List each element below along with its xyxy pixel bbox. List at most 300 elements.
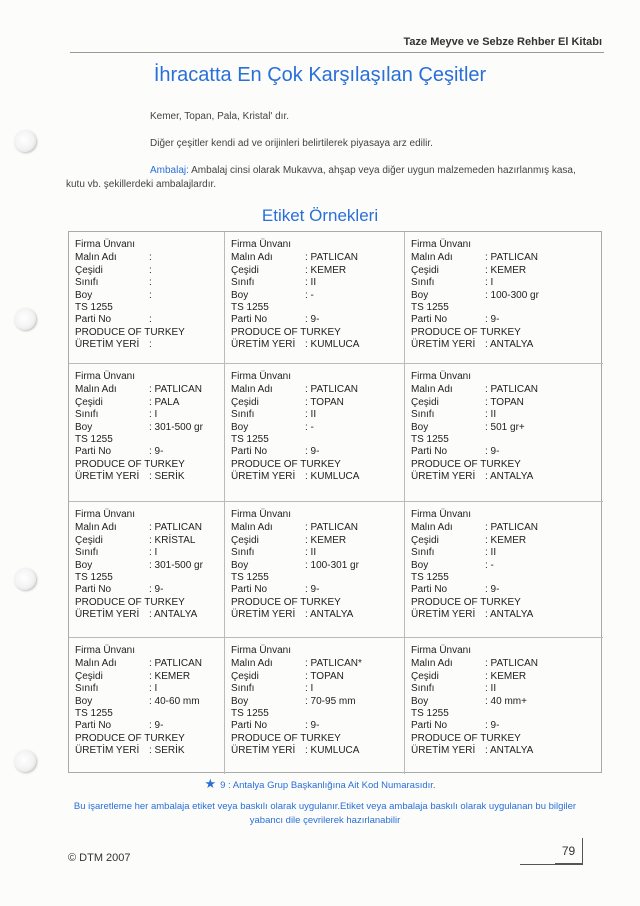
label-field-parti-no bbox=[231, 720, 404, 732]
label-field-cesidi bbox=[231, 397, 404, 409]
field-key: Parti No bbox=[75, 720, 112, 732]
label-field-malin-adi bbox=[411, 658, 603, 670]
label-field-malin-adi bbox=[411, 384, 603, 396]
field-key: ÜRETİM YERİ bbox=[411, 609, 476, 621]
label-field-uretim-yeri bbox=[75, 339, 224, 351]
binder-hole bbox=[14, 308, 36, 330]
label-field-produce bbox=[231, 327, 404, 339]
field-key: TS 1255 bbox=[75, 434, 113, 446]
paragraph-other-varieties: Diğer çeşitler kendi ad ve orijinleri belirtilerek piyasaya arz edilir. bbox=[150, 138, 433, 149]
label-field-firma bbox=[75, 239, 224, 251]
field-value: : 40 mm+ bbox=[485, 695, 527, 707]
field-key: Firma Ünvanı bbox=[411, 645, 472, 656]
page-number-rule bbox=[520, 864, 583, 865]
field-key: PRODUCE OF TURKEY bbox=[75, 458, 185, 470]
label-field-malin-adi bbox=[411, 522, 603, 534]
binder-hole bbox=[14, 568, 36, 590]
field-value: : I bbox=[149, 409, 158, 421]
field-key: Firma Ünvanı bbox=[75, 509, 136, 520]
field-key: TS 1255 bbox=[75, 708, 113, 720]
label-field-produce bbox=[75, 597, 224, 609]
field-key: Firma Ünvanı bbox=[75, 239, 136, 250]
paragraph-packaging bbox=[66, 164, 596, 192]
field-key: Sınıfı bbox=[75, 683, 99, 695]
label-field-parti-no bbox=[231, 446, 404, 458]
field-value: : bbox=[149, 314, 152, 326]
field-value: : bbox=[149, 277, 152, 289]
field-key: ÜRETİM YERİ bbox=[75, 339, 140, 351]
field-key: Boy bbox=[75, 289, 93, 301]
label-field-cesidi bbox=[411, 265, 603, 277]
label-field-produce bbox=[411, 597, 603, 609]
label-field-parti-no bbox=[231, 314, 404, 326]
field-value: : PATLICAN bbox=[149, 522, 202, 534]
label-field-sinifi bbox=[411, 683, 603, 695]
label-field-firma bbox=[411, 509, 603, 521]
field-key: Boy bbox=[75, 695, 93, 707]
field-value: : KEMER bbox=[485, 534, 527, 546]
field-key: Çeşidi bbox=[231, 670, 259, 682]
field-value: : PATLICAN bbox=[485, 658, 538, 670]
field-key: Boy bbox=[231, 421, 249, 433]
field-value: : ANTALYA bbox=[149, 609, 198, 621]
label-field-malin-adi bbox=[231, 522, 404, 534]
field-key: Boy bbox=[75, 421, 93, 433]
label-field-ts bbox=[231, 572, 404, 584]
label-field-firma bbox=[75, 371, 224, 383]
field-key: Malın Adı bbox=[231, 384, 273, 396]
label-field-boy bbox=[75, 290, 224, 302]
field-value: : II bbox=[305, 277, 317, 289]
label-field-produce bbox=[75, 459, 224, 471]
field-value: : 9- bbox=[149, 720, 164, 732]
field-value: : KUMLUCA bbox=[305, 471, 360, 483]
label-field-ts bbox=[75, 302, 224, 314]
field-key: Çeşidi bbox=[231, 534, 259, 546]
binder-hole bbox=[14, 130, 36, 152]
label-field-firma bbox=[411, 645, 603, 657]
field-key: PRODUCE OF TURKEY bbox=[231, 326, 341, 338]
field-value: : PATLICAN* bbox=[305, 658, 362, 670]
field-value: : KEMER bbox=[485, 264, 527, 276]
field-key: Çeşidi bbox=[231, 264, 259, 276]
label-field-sinifi bbox=[231, 409, 404, 421]
field-key: Sınıfı bbox=[411, 409, 435, 421]
label-field-cesidi bbox=[231, 265, 404, 277]
field-value: : PATLICAN bbox=[485, 384, 538, 396]
field-value: : II bbox=[305, 409, 317, 421]
field-key: PRODUCE OF TURKEY bbox=[75, 732, 185, 744]
field-value: : ANTALYA bbox=[485, 339, 534, 351]
label-field-parti-no bbox=[75, 446, 224, 458]
label-card bbox=[405, 232, 603, 364]
label-field-ts bbox=[411, 572, 603, 584]
field-key: Sınıfı bbox=[231, 409, 255, 421]
field-value: : 9- bbox=[305, 314, 320, 326]
field-key: Boy bbox=[231, 289, 249, 301]
field-key: ÜRETİM YERİ bbox=[411, 339, 476, 351]
field-key: TS 1255 bbox=[231, 708, 269, 720]
field-value: : PALA bbox=[149, 396, 180, 408]
label-card bbox=[69, 502, 225, 638]
field-key: Parti No bbox=[75, 314, 112, 326]
label-field-ts bbox=[75, 708, 224, 720]
field-value: : PATLICAN bbox=[485, 522, 538, 534]
field-key: Malın Adı bbox=[411, 658, 453, 670]
label-field-parti-no bbox=[75, 720, 224, 732]
label-field-uretim-yeri bbox=[231, 471, 404, 483]
field-key: Parti No bbox=[75, 446, 112, 458]
field-key: TS 1255 bbox=[231, 434, 269, 446]
field-key: Parti No bbox=[231, 720, 268, 732]
label-field-produce bbox=[231, 459, 404, 471]
field-key: Parti No bbox=[411, 584, 448, 596]
label-field-malin-adi bbox=[75, 252, 224, 264]
field-key: Malın Adı bbox=[75, 658, 117, 670]
label-field-cesidi bbox=[411, 535, 603, 547]
field-key: PRODUCE OF TURKEY bbox=[411, 732, 521, 744]
field-key: Firma Ünvanı bbox=[231, 371, 292, 382]
field-key: Boy bbox=[411, 421, 429, 433]
label-field-firma bbox=[411, 239, 603, 251]
field-key: Firma Ünvanı bbox=[411, 239, 472, 250]
label-field-produce bbox=[411, 733, 603, 745]
label-field-produce bbox=[75, 733, 224, 745]
page-title: İhracatta En Çok Karşılaşılan Çeşitler bbox=[153, 64, 487, 86]
label-field-ts bbox=[231, 708, 404, 720]
field-value: : 100-300 gr bbox=[485, 289, 539, 301]
label-field-parti-no bbox=[231, 584, 404, 596]
field-key: Boy bbox=[75, 559, 93, 571]
field-value: : KEMER bbox=[485, 670, 527, 682]
label-field-firma bbox=[75, 509, 224, 521]
field-key: Firma Ünvanı bbox=[75, 371, 136, 382]
label-field-sinifi bbox=[75, 409, 224, 421]
field-key: Sınıfı bbox=[231, 547, 255, 559]
field-value: : PATLICAN bbox=[485, 252, 538, 264]
label-field-cesidi bbox=[411, 671, 603, 683]
label-field-malin-adi bbox=[231, 252, 404, 264]
star-icon: ★ bbox=[204, 776, 217, 791]
label-field-malin-adi bbox=[75, 522, 224, 534]
field-key: PRODUCE OF TURKEY bbox=[75, 596, 185, 608]
label-field-cesidi bbox=[231, 535, 404, 547]
label-field-firma bbox=[231, 645, 404, 657]
labeling-note: Bu işaretleme her ambalaja etiket veya baskılı olarak uygulanır.Etiket veya ambalaja baskılı olarak uygulanan bu bilgiler yabancı dile çevrilerek hazırlanabilir bbox=[73, 801, 577, 826]
field-value: : 9- bbox=[149, 584, 164, 596]
label-field-cesidi bbox=[411, 397, 603, 409]
label-field-boy bbox=[231, 422, 404, 434]
field-key: Firma Ünvanı bbox=[411, 509, 472, 520]
field-key: Malın Adı bbox=[75, 384, 117, 396]
field-key: Çeşidi bbox=[75, 670, 103, 682]
field-key: Boy bbox=[411, 289, 429, 301]
field-value: : II bbox=[485, 683, 497, 695]
label-field-uretim-yeri bbox=[75, 471, 224, 483]
field-key: ÜRETİM YERİ bbox=[75, 471, 140, 483]
label-field-ts bbox=[231, 434, 404, 446]
field-key: PRODUCE OF TURKEY bbox=[75, 326, 185, 338]
field-value: : ANTALYA bbox=[485, 745, 534, 757]
label-field-sinifi bbox=[231, 277, 404, 289]
field-key: Parti No bbox=[411, 446, 448, 458]
field-key: Malın Adı bbox=[75, 252, 117, 264]
field-value: : 501 gr+ bbox=[485, 421, 525, 433]
label-field-firma bbox=[231, 509, 404, 521]
label-field-produce bbox=[75, 327, 224, 339]
field-value: : ANTALYA bbox=[485, 609, 534, 621]
field-value: : PATLICAN bbox=[149, 384, 202, 396]
label-field-boy bbox=[231, 696, 404, 708]
field-key: TS 1255 bbox=[231, 302, 269, 314]
field-value: : I bbox=[149, 547, 158, 559]
field-value: : 9- bbox=[485, 446, 500, 458]
field-key: Firma Ünvanı bbox=[411, 371, 472, 382]
field-key: ÜRETİM YERİ bbox=[411, 745, 476, 757]
field-value: : - bbox=[305, 421, 314, 433]
field-value: : - bbox=[305, 289, 314, 301]
field-value: : 70-95 mm bbox=[305, 695, 356, 707]
label-field-boy bbox=[75, 696, 224, 708]
field-value: : KEMER bbox=[149, 670, 191, 682]
field-key: Çeşidi bbox=[411, 264, 439, 276]
field-value: : 9- bbox=[305, 720, 320, 732]
label-field-sinifi bbox=[411, 547, 603, 559]
field-value: : 9- bbox=[485, 584, 500, 596]
label-field-malin-adi bbox=[231, 658, 404, 670]
field-key: Çeşidi bbox=[411, 534, 439, 546]
label-examples-grid bbox=[68, 231, 602, 773]
label-field-uretim-yeri bbox=[231, 609, 404, 621]
field-key: Sınıfı bbox=[75, 409, 99, 421]
field-key: TS 1255 bbox=[411, 708, 449, 720]
field-key: Çeşidi bbox=[411, 396, 439, 408]
field-value: : 9- bbox=[305, 584, 320, 596]
field-key: PRODUCE OF TURKEY bbox=[411, 458, 521, 470]
label-card bbox=[69, 364, 225, 502]
field-value: : KRİSTAL bbox=[149, 534, 196, 546]
label-field-sinifi bbox=[411, 277, 603, 289]
label-field-parti-no bbox=[411, 314, 603, 326]
field-key: Malın Adı bbox=[411, 522, 453, 534]
label-field-uretim-yeri bbox=[411, 339, 603, 351]
field-key: ÜRETİM YERİ bbox=[75, 745, 140, 757]
label-field-sinifi bbox=[75, 547, 224, 559]
label-field-boy bbox=[411, 696, 603, 708]
field-key: Parti No bbox=[411, 314, 448, 326]
label-field-uretim-yeri bbox=[75, 609, 224, 621]
field-value: : - bbox=[485, 559, 494, 571]
label-field-cesidi bbox=[231, 671, 404, 683]
field-key: Parti No bbox=[411, 720, 448, 732]
field-value: : bbox=[149, 252, 152, 264]
field-key: PRODUCE OF TURKEY bbox=[231, 458, 341, 470]
label-field-parti-no bbox=[411, 584, 603, 596]
field-key: ÜRETİM YERİ bbox=[75, 609, 140, 621]
field-key: Sınıfı bbox=[411, 547, 435, 559]
field-key: Sınıfı bbox=[75, 547, 99, 559]
field-key: Çeşidi bbox=[75, 264, 103, 276]
field-key: Çeşidi bbox=[231, 396, 259, 408]
field-key: Sınıfı bbox=[231, 683, 255, 695]
label-field-produce bbox=[231, 733, 404, 745]
label-field-uretim-yeri bbox=[411, 745, 603, 757]
packaging-label: Ambalaj: bbox=[150, 165, 189, 176]
label-card bbox=[69, 638, 225, 774]
section-title: Etiket Örnekleri bbox=[261, 206, 379, 225]
field-value: : KEMER bbox=[305, 534, 347, 546]
field-value: : II bbox=[305, 547, 317, 559]
label-field-parti-no bbox=[411, 720, 603, 732]
label-field-firma bbox=[231, 371, 404, 383]
label-field-firma bbox=[231, 239, 404, 251]
label-field-parti-no bbox=[75, 584, 224, 596]
label-field-malin-adi bbox=[231, 384, 404, 396]
label-field-parti-no bbox=[411, 446, 603, 458]
field-key: TS 1255 bbox=[75, 572, 113, 584]
field-key: Malın Adı bbox=[411, 384, 453, 396]
label-field-boy bbox=[411, 290, 603, 302]
field-key: TS 1255 bbox=[75, 302, 113, 314]
label-card bbox=[69, 232, 225, 364]
binder-hole bbox=[14, 750, 36, 772]
label-field-ts bbox=[411, 434, 603, 446]
label-field-boy bbox=[231, 290, 404, 302]
field-key: Çeşidi bbox=[411, 670, 439, 682]
field-key: Parti No bbox=[75, 584, 112, 596]
field-key: Malın Adı bbox=[231, 252, 273, 264]
label-field-sinifi bbox=[231, 683, 404, 695]
copyright: © DTM 2007 bbox=[68, 852, 131, 864]
field-key: Boy bbox=[231, 559, 249, 571]
label-field-malin-adi bbox=[411, 252, 603, 264]
field-key: Parti No bbox=[231, 446, 268, 458]
field-key: Firma Ünvanı bbox=[231, 239, 292, 250]
field-key: TS 1255 bbox=[231, 572, 269, 584]
field-value: : ANTALYA bbox=[305, 609, 354, 621]
label-field-boy bbox=[75, 560, 224, 572]
label-field-uretim-yeri bbox=[411, 609, 603, 621]
label-field-produce bbox=[411, 327, 603, 339]
field-key: ÜRETİM YERİ bbox=[231, 745, 296, 757]
footnote bbox=[0, 776, 640, 792]
field-key: Firma Ünvanı bbox=[75, 645, 136, 656]
label-field-ts bbox=[231, 302, 404, 314]
label-field-parti-no bbox=[75, 314, 224, 326]
label-field-uretim-yeri bbox=[411, 471, 603, 483]
label-field-firma bbox=[411, 371, 603, 383]
footnote-text: 9 : Antalya Grup Başkanlığına Ait Kod Numarasıdır. bbox=[220, 780, 436, 791]
field-key: Malın Adı bbox=[411, 252, 453, 264]
field-key: Firma Ünvanı bbox=[231, 509, 292, 520]
packaging-text: Ambalaj cinsi olarak Mukavva, ahşap veya diğer uygun malzemeden hazırlanmış kasa, kutu vb. şekillerdeki ambalajlardır. bbox=[66, 165, 576, 190]
field-key: Malın Adı bbox=[75, 522, 117, 534]
field-value: : II bbox=[485, 547, 497, 559]
label-card bbox=[225, 638, 405, 774]
field-value: : bbox=[149, 264, 152, 276]
field-value: : TOPAN bbox=[485, 396, 524, 408]
field-key: Çeşidi bbox=[75, 396, 103, 408]
label-field-sinifi bbox=[75, 277, 224, 289]
field-key: TS 1255 bbox=[411, 434, 449, 446]
field-key: Parti No bbox=[231, 584, 268, 596]
field-value: : 9- bbox=[485, 720, 500, 732]
label-field-ts bbox=[411, 708, 603, 720]
label-field-ts bbox=[411, 302, 603, 314]
field-key: ÜRETİM YERİ bbox=[411, 471, 476, 483]
field-key: Malın Adı bbox=[231, 522, 273, 534]
field-key: Boy bbox=[411, 559, 429, 571]
label-field-sinifi bbox=[231, 547, 404, 559]
field-key: ÜRETİM YERİ bbox=[231, 609, 296, 621]
field-value: : KUMLUCA bbox=[305, 339, 360, 351]
page-number: 79 bbox=[555, 838, 583, 864]
field-value: : 9- bbox=[149, 446, 164, 458]
label-field-cesidi bbox=[75, 535, 224, 547]
field-value: : 9- bbox=[305, 446, 320, 458]
label-field-sinifi bbox=[75, 683, 224, 695]
label-card bbox=[405, 638, 603, 774]
label-field-produce bbox=[411, 459, 603, 471]
field-value: : I bbox=[149, 683, 158, 695]
field-value: : SERİK bbox=[149, 745, 185, 757]
label-field-uretim-yeri bbox=[231, 339, 404, 351]
field-value: : PATLICAN bbox=[305, 252, 358, 264]
field-key: Çeşidi bbox=[75, 534, 103, 546]
book-title: Taze Meyve ve Sebze Rehber El Kitabı bbox=[403, 36, 602, 48]
paragraph-varieties: Kemer, Topan, Pala, Kristal' dır. bbox=[150, 111, 290, 122]
label-card bbox=[405, 502, 603, 638]
label-field-firma bbox=[75, 645, 224, 657]
label-field-malin-adi bbox=[75, 384, 224, 396]
label-field-boy bbox=[411, 560, 603, 572]
label-field-boy bbox=[411, 422, 603, 434]
label-field-uretim-yeri bbox=[75, 745, 224, 757]
field-value: : 9- bbox=[485, 314, 500, 326]
field-key: PRODUCE OF TURKEY bbox=[231, 596, 341, 608]
label-field-ts bbox=[75, 572, 224, 584]
field-key: TS 1255 bbox=[411, 302, 449, 314]
label-field-cesidi bbox=[75, 265, 224, 277]
field-key: Malın Adı bbox=[231, 658, 273, 670]
label-field-cesidi bbox=[75, 397, 224, 409]
field-value: : 100-301 gr bbox=[305, 559, 359, 571]
label-field-produce bbox=[231, 597, 404, 609]
field-key: ÜRETİM YERİ bbox=[231, 471, 296, 483]
label-field-boy bbox=[75, 422, 224, 434]
field-key: PRODUCE OF TURKEY bbox=[231, 732, 341, 744]
field-key: TS 1255 bbox=[411, 572, 449, 584]
label-field-boy bbox=[231, 560, 404, 572]
field-key: Boy bbox=[411, 695, 429, 707]
field-key: Sınıfı bbox=[411, 277, 435, 289]
label-field-cesidi bbox=[75, 671, 224, 683]
field-value: : I bbox=[485, 277, 494, 289]
field-value: : II bbox=[485, 409, 497, 421]
field-value: : TOPAN bbox=[305, 396, 344, 408]
field-key: Sınıfı bbox=[231, 277, 255, 289]
field-value: : bbox=[149, 289, 152, 301]
label-field-malin-adi bbox=[75, 658, 224, 670]
label-card bbox=[405, 364, 603, 502]
field-key: Parti No bbox=[231, 314, 268, 326]
label-card bbox=[225, 232, 405, 364]
field-value: : 301-500 gr bbox=[149, 421, 203, 433]
label-card bbox=[225, 364, 405, 502]
label-field-ts bbox=[75, 434, 224, 446]
field-key: Boy bbox=[231, 695, 249, 707]
field-key: ÜRETİM YERİ bbox=[231, 339, 296, 351]
